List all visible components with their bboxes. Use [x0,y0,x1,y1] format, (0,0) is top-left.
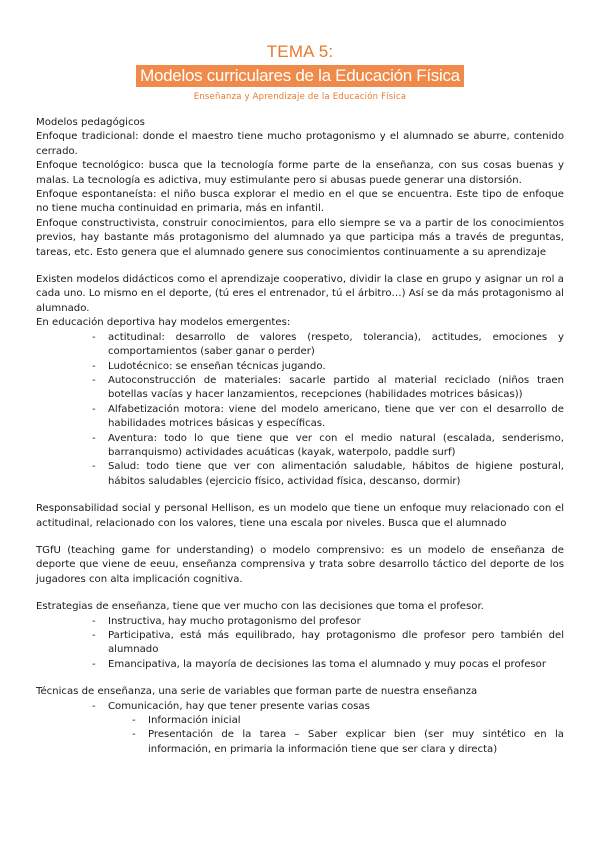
list-item [92,700,564,758]
document-title: Modelos curriculares de la Educación Física [136,65,464,87]
list-estrategias [36,615,564,673]
list-emergentes [36,331,564,489]
paragraph-tecnicas: Técnicas de enseñanza, una serie de variables que forman parte de nuestra enseñanza [36,686,478,698]
list-item: - Autoconstrucción de materiales: sacarle partido al material reciclado (niños traen botellas vacías y hacer lanzamientos, recepciones (habilidades motrices básicas)) [92,374,564,403]
list-item: - Salud: todo tiene que ver con alimentación saludable, hábitos de higiene postural, hábitos saludables (ejercicio físico, actividad física, descanso, dormir) [92,460,564,489]
list-item: - Ludotécnico: se enseñan técnicas jugando. [92,360,564,374]
paragraph-constructivista: Enfoque constructivista, construir conocimientos, para ello siempre se va a partir de los conocimientos previos, hay bastante más protagonismo del alumnado ya que participa más a través de preguntas, tareas, etc. Esto genera que el alumnado genere sus conocimientos continuamente a su aprendizaje [36,217,564,258]
list-item: - Participativa, está más equilibrado, hay protagonismo dle profesor pero también del alumnado [92,629,564,658]
paragraph-tgfu: TGfU (teaching game for understanding) o modelo comprensivo: es un modelo de enseñanza de deporte que viene de eeuu, enseñanza comprensiva y trata sobre desarrollo táctico del deporte de los jugadores con alta implicación cognitiva. [36,544,564,585]
list-item: - Instructiva, hay mucho protagonismo del profesor [92,615,564,629]
document-subtitle: Enseñanza y Aprendizaje de la Educación Física [193,92,407,102]
sublist-comunicacion [108,714,564,757]
document-header [36,0,564,102]
list-item: - Aventura: todo lo que tiene que ver con el medio natural (escalada, senderismo, barranquismo) actividades acuáticas (kayak, waterpolo, paddle surf) [92,432,564,461]
sublist-item: - Presentación de la tarea – Saber explicar bien (ser muy sintético en la información, en primaria la información tiene que ser clara y directa) [132,728,564,757]
list-item-text: Comunicación, hay que tener presente varias cosas [108,700,370,712]
sublist-item: - Información inicial [132,714,564,728]
paragraph-espontaneista: Enfoque espontaneísta: el niño busca explorar el medio en el que se encuentra. Este tipo de enfoque no tiene mucha continuidad en primaria, más en infantil. [36,189,564,215]
section-heading-modelos: Modelos pedagógicos [36,117,145,128]
paragraph-hellison: Responsabilidad social y personal Hellison, es un modelo que tiene un enfoque muy relacionado con el actitudinal, relacionado con los valores, tiene una escala por niveles. Busca que el alumnado [36,503,564,529]
paragraph-tecnologico: Enfoque tecnológico: busca que la tecnología forme parte de la enseñanza, con sus cosas buenas y malas. La tecnología es adictiva, muy estimulante pero si abusas puede generar una distorsión. [36,160,564,186]
paragraph-didacticos: Existen modelos didácticos como el aprendizaje cooperativo, dividir la clase en grupo y asignar un rol a cada uno. Lo mismo en el deporte, (tú eres el entrenador, tú el árbitro…) Así se da más protagonismo al alumnado. [36,274,564,314]
list-item: - Alfabetización motora: viene del modelo americano, tiene que ver con el desarrollo de habilidades motrices básicas y específicas. [92,403,564,432]
paragraph-tradicional: Enfoque tradicional: donde el maestro tiene mucho protagonismo y el alumnado se aburre, contenido cerrado. [36,131,564,157]
paragraph-estrategias: Estrategias de enseñanza, tiene que ver mucho con las decisiones que toma el profesor. [36,601,484,613]
list-tecnicas [36,700,564,758]
document-body [36,116,564,757]
list-item: - actitudinal: desarrollo de valores (respeto, tolerancia), actitudes, emociones y comportamientos (saber ganar o perder) [92,331,564,360]
list-item: - Emancipativa, la mayoría de decisiones las toma el alumnado y muy pocas el profesor [92,658,564,672]
paragraph-emergentes-intro: En educación deportiva hay modelos emergentes: [36,317,291,329]
tema-number: TEMA 5: [266,42,334,61]
